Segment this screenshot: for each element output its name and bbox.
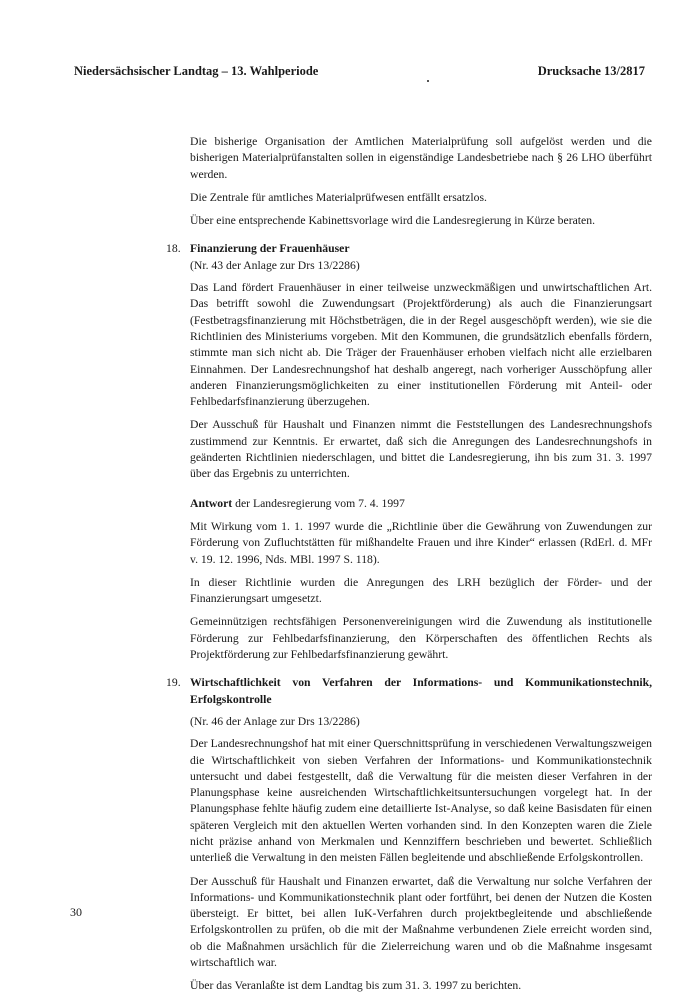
page-header <box>74 64 645 84</box>
section-title: Wirtschaftlichkeit von Verfahren der Informations- und Kommunikationstechnik, Erfolgskontrolle <box>190 676 652 706</box>
section-number: 19. <box>166 676 181 690</box>
section-paragraph: Der Ausschuß für Haushalt und Finanzen erwartet, daß die Verwaltung nur solche Verfahren der Informations- und Kommunikationstechnik plant oder fortführt, bei denen der Nutzen die Kosten übersteigt. Er bittet, bei allen IuK-Verfahren durch projektbegleitende und abschließende Erfolgskontrollen zu prüfen, ob die mit der Maßnahme verbundenen Ziele erreicht worden sind, ob die Maßnahmen ursächlich für die Zielerreichung waren und ob die Maßnahme insgesamt wirtschaftlich war. <box>190 874 652 970</box>
intro-paragraph: Über eine entsprechende Kabinettsvorlage wird die Landesregierung in Kürze beraten. <box>190 214 595 228</box>
page-number: 30 <box>70 905 82 919</box>
section-title: Finanzierung der Frauenhäuser <box>190 242 350 256</box>
intro-paragraph: Die bisherige Organisation der Amtlichen Materialprüfung soll aufgelöst werden und die bisherigen Materialprüfanstalten sollen in eigenständige Landesbetriebe nach § 26 LHO überführt werden. <box>190 135 652 181</box>
answer-label: Antwort <box>190 496 233 510</box>
section-reference: (Nr. 43 der Anlage zur Drs 13/2286) <box>190 258 360 272</box>
section-19 <box>166 675 652 994</box>
answer-heading <box>190 496 652 512</box>
answer-paragraph: Gemeinnützigen rechtsfähigen Personenvereinigungen wird die Zuwendung als institutionelle Förderung zur Fehlbedarfsfinanzierung, den Körperschaften des öffentlichen Rechts als Projektförderung zur Fehlbedarfsfinanzierung gewährt. <box>190 615 652 662</box>
answer-paragraph: Mit Wirkung vom 1. 1. 1997 wurde die „Richtlinie über die Gewährung von Zuwendungen zur Förderung von Zufluchtstätten für mißhandelte Frauen und ihre Kinder“ erlassen (RdErl. d. MFr v. 19. 12. 1996, Nds. MBl. 1997 S. 118). <box>190 519 652 566</box>
section-paragraph: Der Landesrechnungshof hat mit einer Querschnittsprüfung in verschiedenen Verwaltungszweigen die Wirtschaftlichkeit von sieben Verfahren der Informations- und Kommunikationstechnik untersucht und dabei festgestellt, daß die Verwaltung für die meisten dieser Verfahren in der Planungsphase keine ausreichenden Wirtschaftlichkeitsuntersuchungen vorgelegt hat. In der Planungsphase fehlte häufig zudem eine detaillierte Ist-Analyse, so daß keine Basisdaten für einen späteren Vergleich mit den aktuellen Werten vorhanden sind. In den Konzepten waren die Ziele nicht präzise anhand von Merkmalen und Kennziffern beschrieben und bewertet. Schließlich unterließ die Verwaltung in den meisten Fällen begleitende und abschließende Erfolgskontrollen. <box>190 737 652 865</box>
header-title: Niedersächsischer Landtag – 13. Wahlperiode <box>74 64 319 78</box>
answer-date: der Landesregierung vom 7. 4. 1997 <box>232 496 405 510</box>
document-body <box>166 134 652 1002</box>
section-paragraph: Der Ausschuß für Haushalt und Finanzen nimmt die Feststellungen des Landesrechnungshofs zustimmend zur Kenntnis. Er erwartet, daß sich die Anregungen des Landesrechnungshofs in geänderten Richtlinien niederschlagen, und bittet die Landesregierung, ihn bis zum 31. 3. 1997 über das Ergebnis zu unterrichten. <box>190 418 652 481</box>
section-number: 18. <box>166 242 181 256</box>
section-reference: (Nr. 46 der Anlage zur Drs 13/2286) <box>190 714 360 728</box>
section-paragraph: Das Land fördert Frauenhäuser in einer teilweise unzweckmäßigen und unwirtschaftlichen Art. Das betrifft sowohl die Zuwendungsart (Projektförderung) als auch die Finanzierungsart (Festbetragsfinanzierung mit Höchstbeträgen, die in der Regel ausgeschöpft werden), wie sie die Richtlinien des Ministeriums vorgeben. Mit den Kommunen, die grundsätzlich ebenfalls fördern, stimmte man sich nicht ab. Die Träger der Frauenhäuser erhoben vielfach nicht alle erzielbaren Einnahmen. Der Landesrechnungshof hat deshalb angeregt, nach vorheriger Ausschöpfung aller anderen Finanzierungsmöglichkeiten zu einer institutionellen Förderung mit Anteil- oder Fehlbedarfsfinanzierung überzugehen. <box>190 281 652 409</box>
header-document-number: Drucksache 13/2817 <box>537 64 645 78</box>
answer-paragraph: In dieser Richtlinie wurden die Anregungen des LRH bezüglich der Förder- und der Finanzierungsart umgesetzt. <box>190 575 652 606</box>
intro-paragraph: Die Zentrale für amtliches Materialprüfwesen entfällt ersatzlos. <box>190 190 487 204</box>
section-paragraph: Über das Veranlaßte ist dem Landtag bis zum 31. 3. 1997 zu berichten. <box>190 979 522 993</box>
header-dot <box>427 80 429 82</box>
section-18 <box>166 241 652 663</box>
